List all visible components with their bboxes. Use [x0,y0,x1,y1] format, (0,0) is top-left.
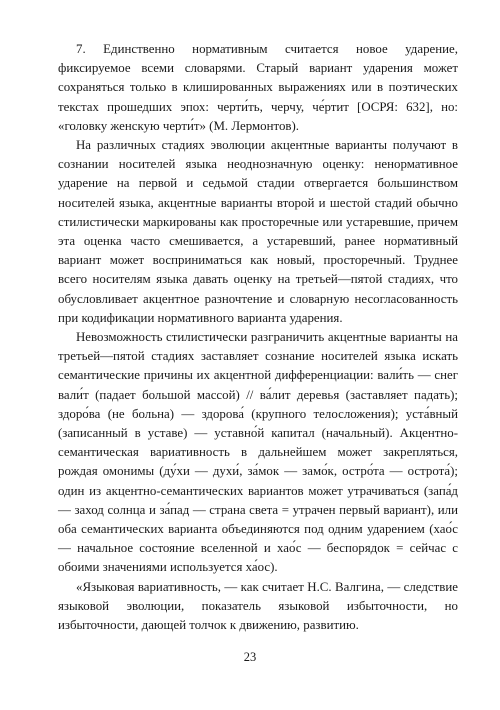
page-number: 23 [243,650,257,664]
paragraph-evaluation: На различных стадиях эволюции акцентные варианты получают в сознании носителей языка неоднозначную оценку: ненормативное ударение на первой и седьмой стадии отвергается большинством носителей языка, акцентные варианты второй и шестой стадий обычно стилистически маркированы как просторечные или устаревшие, причем эта оценка часто смешивается, а устаревший, ранее нормативный вариант может восприниматься как новый, просторечный. Труднее всего носителям языка давать оценку на третьей—пятой стадиях, что обусловливает акцентное разночтение и словарную несогласованность при кодификации нормативного варианта ударения. [58,138,458,325]
paragraph-stage-seven: 7. Единственно нормативным считается новое ударение, фиксируемое всеми словарями. Старый вариант ударения может сохраняться только в клишированных выражениях или в поэтических текстах прошедших эпох: черти́ть, черчу, че́ртит [ОСРЯ: 632], но: «головку женскую черти́т» (М. Лермонтов). [58,42,458,133]
paragraph-quote: «Языковая вариативность, — как считает Н.С. Валгина, — следствие языковой эволюции, показатель языковой избыточности, но избыточности, дающей толчок к движению, развитию. [58,579,458,633]
paragraph-semantic-differentiation: Невозможность стилистически разграничить акцентные варианты на третьей—пятой стадиях заставляет сознание носителей языка искать семантические причины их акцентной дифференциации: вали́ть — снег вали́т (падает большой массой) // ва́лит деревья (заставляет падать); здоро́ва (не больна) — здорова́ (крупного телосложения); уста́вный (записанный в уставе) — уставно́й капитал (начальный). Акцентно-семантическая вариативность в дальнейшем может закрепляться, рождая омонимы (ду́хи — духи́, за́мок — замо́к, остро́та — острота́); один из акцентно-семантических вариантов может утрачиваться (запа́д — заход солнца и за́пад — страна света = утрачен первый вариант), или оба семантических варианта объединяются под одним ударением (хао́с — начальное состояние вселенной и хао́с — беспорядок = сейчас с обоими значениями используется ха́ос). [58,330,458,575]
